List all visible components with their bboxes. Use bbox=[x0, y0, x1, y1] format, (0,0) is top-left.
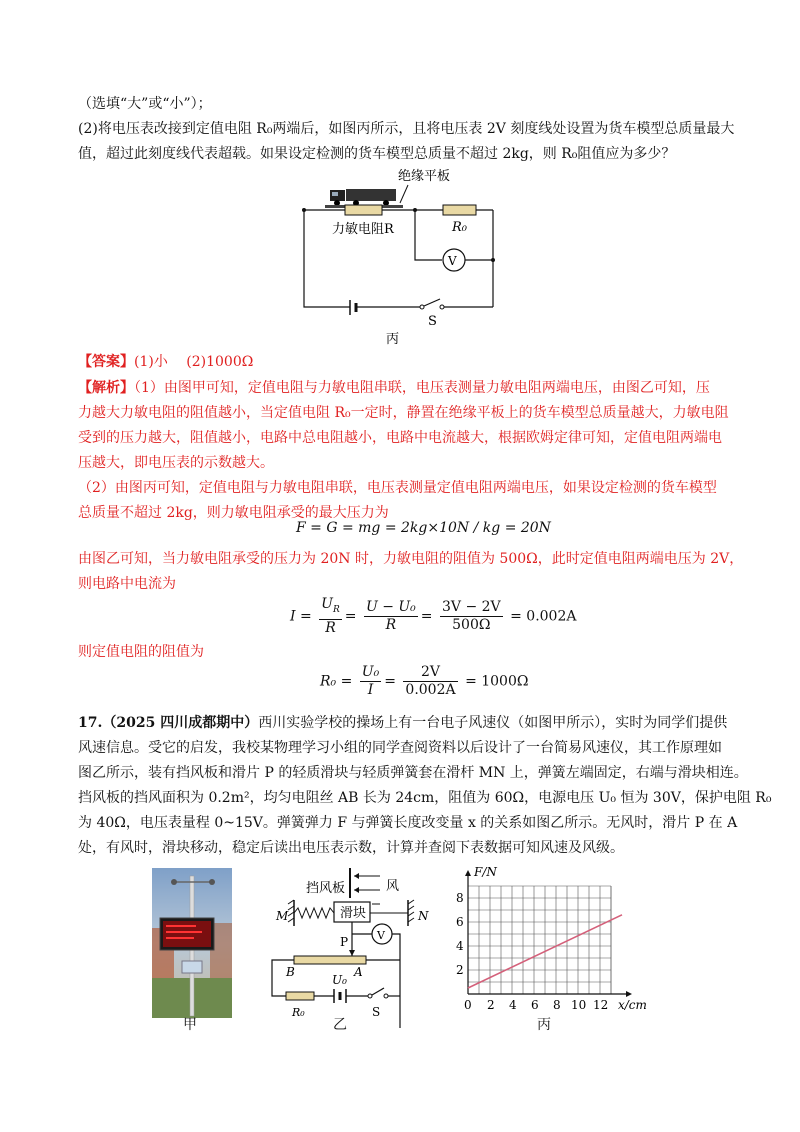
formula-resistance-result: = 1000Ω bbox=[465, 673, 529, 690]
analysis-p3-line1: 由图乙可知，当力敏电阻承受的压力为 20N 时，力敏电阻的阻值为 500Ω，此时定值电阻两端电压为 2V， bbox=[78, 551, 744, 567]
formula-force: F = G = mg = 2kg×10N / kg = 20N bbox=[296, 520, 551, 536]
x-tick-label: 4 bbox=[509, 998, 517, 1012]
wind-circuit-diagram bbox=[262, 868, 429, 1028]
question-17-line1 bbox=[78, 713, 740, 733]
analysis-p1-line1 bbox=[78, 378, 740, 398]
frac-den: 0.002A bbox=[405, 682, 456, 698]
figure-caption-yi: 乙 bbox=[333, 1017, 347, 1033]
windshield-label: 挡风板 bbox=[306, 881, 346, 896]
m-label: M bbox=[276, 909, 289, 923]
answer-line bbox=[78, 352, 740, 372]
anemometer-photo bbox=[152, 868, 232, 1018]
answer-tag: 【答案】 bbox=[78, 354, 134, 370]
x-axis-arrow bbox=[626, 991, 632, 997]
y-tick-label: 6 bbox=[456, 915, 464, 929]
slider-label: 滑块 bbox=[340, 906, 367, 921]
figure-caption-bing2: 丙 bbox=[537, 1017, 551, 1033]
switch-label: S bbox=[372, 1005, 381, 1019]
analysis-p4-line1: 则定值电阻的阻值为 bbox=[78, 644, 204, 660]
circuit-diagram-bing bbox=[290, 165, 510, 350]
wind-label: 风 bbox=[386, 879, 400, 894]
frac-num: 3V − 2V bbox=[441, 598, 501, 615]
force-resistor-label: 力敏电阻R bbox=[332, 222, 394, 237]
analysis-p2-line2: 总质量不超过 2kg，则力敏电阻承受的最大压力为 bbox=[78, 505, 389, 521]
analysis-p1-line4: 压越大，即电压表的示数越大。 bbox=[78, 455, 274, 471]
n-label: N bbox=[418, 909, 429, 923]
r0-label: R₀ bbox=[452, 220, 467, 235]
figure-caption-jia: 甲 bbox=[183, 1017, 197, 1033]
a-label: A bbox=[354, 965, 363, 979]
plate-label: 绝缘平板 bbox=[398, 169, 451, 184]
question-17-line2: 风速信息。受它的启发，我校某物理学习小组的同学查阅资料以后设计了一台简易风速仪，其工作原理如 bbox=[78, 740, 722, 756]
formula-current: I = $\frac{U_R}{R}$ = $\frac{\text{U − U₀}}{R}$ = $\frac{3V - 2V}{500\Omega}$ = 0.002A bbox=[290, 596, 577, 636]
origin-label: 0 bbox=[464, 998, 472, 1012]
u0-label: U₀ bbox=[332, 973, 347, 987]
p-label: P bbox=[340, 935, 349, 949]
frac-den: 500Ω bbox=[452, 616, 491, 633]
fill-hint: （选填“大”或“小”）； bbox=[78, 96, 212, 112]
x-tick-label: 12 bbox=[593, 998, 609, 1012]
frac-num: U₀ bbox=[361, 664, 380, 680]
x-tick-label: 10 bbox=[571, 998, 587, 1012]
x-tick-label: 2 bbox=[487, 998, 495, 1012]
y-axis-label: F/N bbox=[474, 865, 497, 879]
analysis-p1-l1: （1）由图甲可知，定值电阻与力敏电阻串联，电压表测量力敏电阻两端电压，由图乙可知，压 bbox=[134, 380, 710, 396]
frac-num: U − U₀ bbox=[365, 598, 416, 615]
question-17-line3: 图乙所示，装有挡风板和滑片 P 的轻质滑块与轻质弹簧套在滑杆 MN 上，弹簧左端固定，右端与滑块相连。 bbox=[78, 765, 748, 781]
fraction-values bbox=[403, 664, 457, 699]
question-number: 17. bbox=[78, 715, 103, 731]
figure-caption-bing: 丙 bbox=[386, 332, 400, 347]
force-extension-chart bbox=[440, 862, 670, 1022]
question-17-line6: 处，有风时，滑块移动，稳定后读出电压表示数，计算并查阅下表数据可知风速及风级。 bbox=[78, 840, 624, 856]
fraction-ur-over-r bbox=[319, 596, 342, 637]
analysis-tag: 【解析】 bbox=[78, 380, 134, 396]
frac-den: R bbox=[385, 616, 397, 633]
voltmeter-label: V bbox=[377, 929, 385, 942]
question-2-line1: (2)将电压表改接到定值电阻 R₀两端后，如图丙所示，且将电压表 2V 刻度线处设置为货车模型总质量最大 bbox=[78, 121, 735, 137]
fraction-values bbox=[440, 599, 503, 634]
frac-num: 2V bbox=[403, 664, 457, 682]
question-17-line4: 挡风板的挡风面积为 0.2m²，均匀电阻丝 AB 长为 24cm，阻值为 60Ω，电源电压 U₀ 恒为 30V，保护电阻 R₀ bbox=[78, 790, 772, 806]
analysis-p1-line2: 力越大力敏电阻的阻值越小，当定值电阻 R₀一定时，静置在绝缘平板上的货车模型总质量越大，力敏电阻 bbox=[78, 405, 729, 421]
fraction-u-minus-u0 bbox=[364, 599, 418, 634]
analysis-p3-line2: 则电路中电流为 bbox=[78, 576, 176, 592]
question-source: （2025 四川成都期中） bbox=[102, 715, 259, 731]
frac-den: I bbox=[367, 682, 374, 698]
formula-resistance-lhs: R₀ = bbox=[320, 673, 353, 690]
r0-label: R₀ bbox=[292, 1006, 305, 1019]
y-tick-label: 4 bbox=[456, 939, 464, 953]
switch-label: S bbox=[428, 314, 437, 329]
frac-num: U bbox=[321, 596, 333, 612]
analysis-p2-line1: （2）由图丙可知，定值电阻与力敏电阻串联，电压表测量定值电阻两端电压，如果设定检测的货车模型 bbox=[78, 480, 717, 496]
voltmeter-label: V bbox=[448, 254, 457, 268]
formula-current-result: = 0.002A bbox=[510, 608, 577, 625]
formula-current-lhs: I = bbox=[290, 608, 312, 625]
question-17-line5: 为 40Ω，电压表量程 0~15V。弹簧弹力 F 与弹簧长度改变量 x 的关系如图乙所示。无风时，滑片 P 在 A bbox=[78, 815, 738, 831]
x-tick-label: 8 bbox=[553, 998, 561, 1012]
formula-resistance: R₀ = $\frac{\text{U₀}}{I}$ = $\frac{2V}{0.002A}$ = 1000Ω bbox=[320, 664, 529, 698]
y-axis-arrow bbox=[465, 870, 471, 876]
answer-text: (1)小 (2)1000Ω bbox=[134, 354, 254, 370]
question-17-l1: 西川实验学校的操场上有一台电子风速仪（如图甲所示），实时为同学们提供 bbox=[258, 715, 728, 731]
b-label: B bbox=[286, 965, 295, 979]
y-tick-label: 8 bbox=[456, 891, 464, 905]
fraction-u0-over-i bbox=[360, 664, 381, 699]
frac-den: R bbox=[325, 619, 336, 636]
analysis-p1-line3: 受到的压力越大，阻值越小，电路中总电阻越小，电路中电流越大，根据欧姆定律可知，定值电阻两端电 bbox=[78, 430, 722, 446]
question-2-line2: 值，超过此刻度线代表超载。如果设定检测的货车模型总质量不超过 2kg，则 R₀阻值应为多少？ bbox=[78, 146, 676, 162]
y-tick-label: 2 bbox=[456, 963, 464, 977]
x-tick-label: 6 bbox=[531, 998, 539, 1012]
frac-num-sub: R bbox=[332, 604, 340, 615]
x-axis-label: x/cm bbox=[618, 998, 647, 1012]
truck-icon bbox=[330, 189, 396, 206]
